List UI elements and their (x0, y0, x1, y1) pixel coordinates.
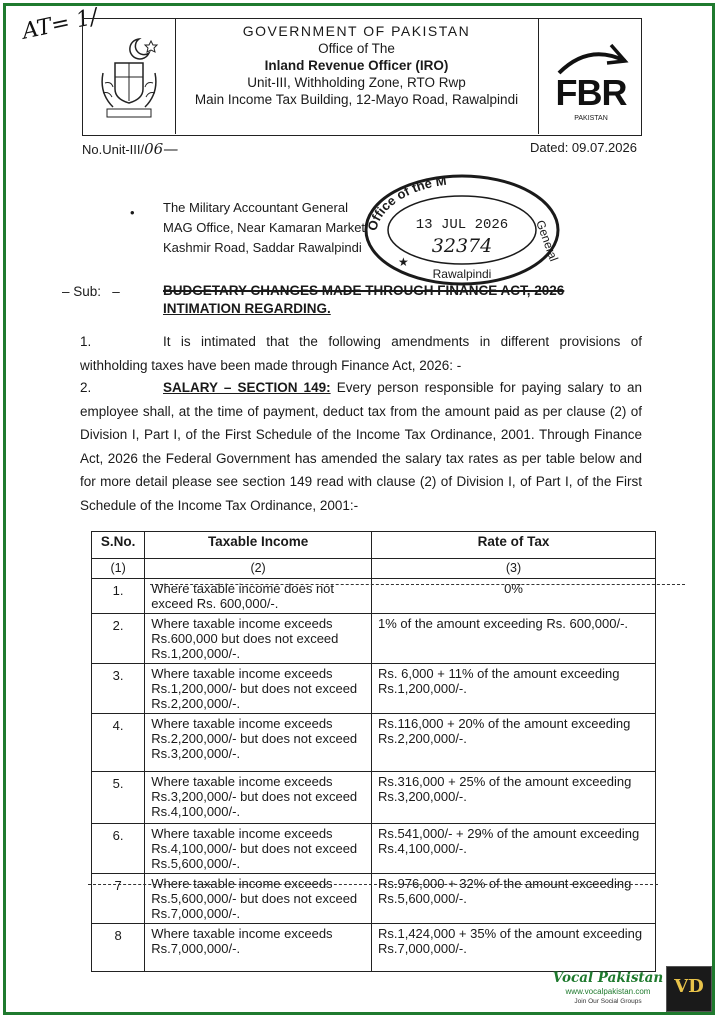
fbr-logo-subtext: PAKISTAN (574, 115, 608, 122)
cell-rate: 0% (371, 579, 655, 614)
cell-sno: 2. (92, 614, 145, 664)
cell-sno: 5. (92, 772, 145, 824)
reference-number (82, 140, 178, 158)
cell-income: Where taxable income exceeds Rs.600,000 but does not exceed Rs.1,200,000/-. (145, 614, 372, 664)
cell-rate: Rs.1,424,000 + 35% of the amount exceeding Rs.7,000,000/-. (371, 924, 655, 972)
cell-income: Where taxable income exceeds Rs.2,200,000/- but does not exceed Rs.3,200,000/-. (145, 714, 372, 772)
table-row (92, 924, 656, 972)
handwritten-note: AT= 1/ (20, 4, 100, 45)
addressee-block (163, 198, 365, 258)
stamp-date: 13 JUL 2026 (415, 217, 509, 233)
watermark-mark: VD (666, 966, 712, 1012)
iro-title: Inland Revenue Officer (IRO) (264, 58, 449, 73)
cell-rate: Rs.316,000 + 25% of the amount exceeding Rs.3,200,000/-. (371, 772, 655, 824)
scan-dash-line (150, 584, 685, 585)
watermark-join: Join Our Social Groups (574, 998, 642, 1005)
reference-prefix: No.Unit-III/ (82, 142, 145, 157)
cell-income: Where taxable income exceeds Rs.3,200,000/- but does not exceed Rs.4,100,000/-. (145, 772, 372, 824)
stamp-bottom-text: Rawalpindi (432, 267, 492, 281)
subject-text-2: INTIMATION REGARDING. (163, 301, 331, 316)
cell-rate: 1% of the amount exceeding Rs. 600,000/-. (371, 614, 655, 664)
cell-income: Where taxable income exceeds Rs.7,000,000/-. (145, 924, 372, 972)
watermark-url: www.vocalpakistan.com (565, 987, 651, 996)
subject-line (163, 282, 668, 318)
fbr-logo-text: FBR (555, 72, 627, 113)
cell-sno: 8 (92, 924, 145, 972)
cell-rate: Rs.976,000 + 32% of the amount exceeding Rs.5,600,000/-. (371, 874, 655, 924)
cell-sno: 3. (92, 664, 145, 714)
paragraph-number: 1. (80, 334, 92, 349)
table-row (92, 614, 656, 664)
paragraph-text: It is intimated that the following amendments in different provisions of withholding taxes have been made through Finance Act, 2026: - (80, 334, 642, 373)
letterhead-text (175, 23, 538, 108)
cell-rate: Rs. 6,000 + 11% of the amount exceeding Rs.1,200,000/-. (371, 664, 655, 714)
header-rate: Rate of Tax (371, 532, 655, 559)
paragraph-number: 2. (80, 380, 92, 395)
header-sno: S.No. (92, 532, 145, 559)
table-row (92, 824, 656, 874)
header-income: Taxable Income (145, 532, 372, 559)
table-row (92, 772, 656, 824)
unit-line: Unit-III, Withholding Zone, RTO Rwp (247, 75, 466, 90)
watermark-logo (552, 970, 664, 1010)
government-title: GOVERNMENT OF PAKISTAN (242, 23, 471, 39)
scan-dash-line (88, 884, 658, 885)
paragraph-1 (80, 330, 642, 377)
cell-sno: 6. (92, 824, 145, 874)
stamp-right-text: General (533, 218, 561, 264)
cell-rate: Rs.116,000 + 20% of the amount exceeding Rs.2,200,000/-. (371, 714, 655, 772)
reference-handwritten: 06— (144, 140, 179, 158)
fbr-logo-box (538, 19, 641, 134)
table-header-row (92, 532, 656, 559)
cell-sno: 4. (92, 714, 145, 772)
stamp-star-icon: ★ (398, 255, 409, 269)
cell-sno: 7 (92, 874, 145, 924)
column-number: (1) (92, 559, 145, 579)
table-row (92, 874, 656, 924)
salary-tax-table (91, 531, 656, 972)
table-row (92, 714, 656, 772)
subject-label: – Sub: – (62, 284, 120, 299)
table-row (92, 664, 656, 714)
office-line: Office of The (318, 41, 395, 56)
bullet-mark: • (130, 205, 135, 220)
addressee-line: The Military Accountant General (163, 200, 348, 215)
state-emblem-icon (91, 33, 167, 121)
letterhead (82, 18, 642, 136)
stamp-number: 32374 (431, 235, 493, 257)
stamp-top-text: Office of the M (364, 172, 448, 233)
paragraph-text: Every person responsible for paying salary to an employee shall, at the time of payment, deduct tax from the amount paid as per clause (2) of Division I, Part I, of the First Schedule of the Income Tax Ordinance, 2001. Through Finance Act, 2026 the Federal Government has amended the salary tax rates as per table below and for more detail please see section 149 read with clause (2) of Division I, of Part I, of the First Schedule of the Income Tax Ordinance, 2001:- (80, 380, 643, 513)
column-number-row (92, 559, 656, 579)
cell-sno: 1. (92, 579, 145, 614)
watermark-title: Vocal Pakistan (552, 970, 664, 986)
addressee-line: MAG Office, Near Kamaran Market (163, 220, 366, 235)
office-address: Main Income Tax Building, 12-Mayo Road, Rawalpindi (194, 92, 519, 107)
emblem-box (83, 19, 176, 134)
letter-date: Dated: 09.07.2026 (530, 140, 637, 155)
column-number: (3) (371, 559, 655, 579)
paragraph-2 (80, 376, 642, 517)
cell-income: Where taxable income exceeds Rs.5,600,000/- but does not exceed Rs.7,000,000/-. (145, 874, 372, 924)
cell-income: Where taxable income exceeds Rs.4,100,000/- but does not exceed Rs.5,600,000/-. (145, 824, 372, 874)
receipt-stamp-icon (358, 166, 566, 286)
column-number: (2) (145, 559, 372, 579)
cell-income: Where taxable income exceeds Rs.1,200,000/- but does not exceed Rs.2,200,000/-. (145, 664, 372, 714)
subject-text: BUDGETARY CHANGES MADE THROUGH FINANCE ACT, 2026 (163, 283, 565, 298)
section-heading: SALARY – SECTION 149: (163, 380, 331, 395)
cell-rate: Rs.541,000/- + 29% of the amount exceeding Rs.4,100,000/-. (371, 824, 655, 874)
cell-income: Where taxable income does not exceed Rs. 600,000/-. (145, 579, 372, 614)
addressee-line: Kashmir Road, Saddar Rawalpindi (163, 240, 362, 255)
